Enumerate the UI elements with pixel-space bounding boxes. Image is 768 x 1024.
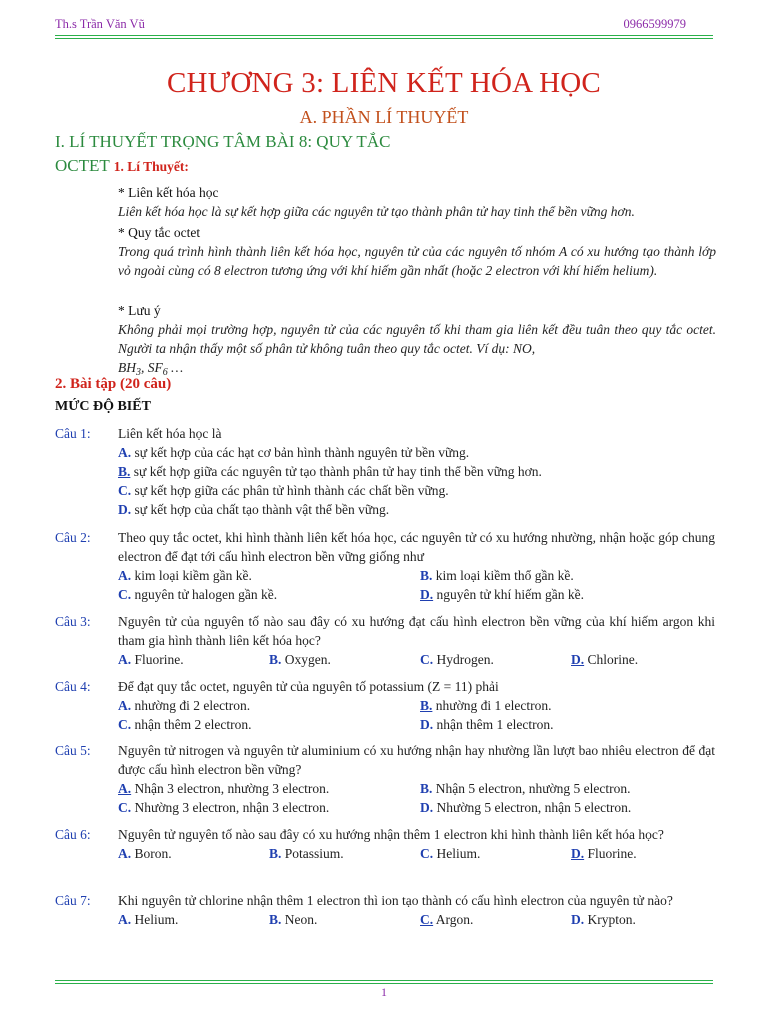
question-label: Câu 6:	[55, 827, 91, 842]
header-rule-2	[55, 38, 713, 39]
question-2	[55, 528, 715, 604]
header-rule	[55, 35, 713, 36]
footer-rule	[55, 980, 713, 981]
theory-heading: * Lưu ý	[118, 303, 161, 318]
section-heading: I. LÍ THUYẾT TRỌNG TÂM BÀI 8: QUY TẮC	[55, 132, 391, 151]
option-b: B. nhường đi 1 electron.	[420, 698, 552, 713]
option-a: A. Nhận 3 electron, nhường 3 electron.	[118, 781, 330, 796]
theory-block-octet	[118, 223, 716, 280]
header-phone: 0966599979	[623, 17, 686, 31]
question-text: Nguyên tử của nguyên tố nào sau đây có xu hướng đạt cấu hình electron bền vững của khí hiếm argon khi tham gia hình thành liên kết hóa học?	[118, 614, 715, 648]
option-a: A. sự kết hợp của các hạt cơ bản hình thành nguyên tử bền vững.	[118, 445, 470, 460]
question-label: Câu 2:	[55, 530, 91, 545]
theory-heading: * Quy tắc octet	[118, 225, 201, 240]
option-b: B. kim loại kiềm thổ gần kề.	[420, 568, 574, 583]
option-d: D. Chlorine.	[571, 652, 639, 667]
question-6	[55, 825, 715, 863]
question-label: Câu 3:	[55, 614, 91, 629]
question-label: Câu 1:	[55, 426, 91, 441]
option-b: B. Oxygen.	[269, 652, 331, 667]
option-c: C. nhận thêm 2 electron.	[118, 717, 252, 732]
question-5	[55, 741, 715, 817]
option-b: B. sự kết hợp giữa các nguyên tử tạo thành phân tử hay tinh thể bền vững hơn.	[118, 464, 542, 479]
option-c: C. Argon.	[420, 912, 474, 927]
option-d: D. nhận thêm 1 electron.	[420, 717, 554, 732]
option-d: D. Krypton.	[571, 912, 636, 927]
question-label: Câu 4:	[55, 679, 91, 694]
theory-body: Không phải mọi trường hợp, nguyên tử của các nguyên tố khi tham gia liên kết đều tuân theo quy tắc octet. Người ta nhận thấy một số phân tử không tuân theo quy tắc octet. Ví dụ: NO,	[118, 322, 716, 356]
option-d: D. nguyên tử khí hiếm gần kề.	[420, 587, 585, 602]
question-text: Liên kết hóa học là	[118, 426, 222, 441]
option-c: C. sự kết hợp giữa các phân tử hình thành các chất bền vững.	[118, 483, 449, 498]
theory-block-bond	[118, 183, 716, 221]
option-b: B. Neon.	[269, 912, 318, 927]
question-1	[55, 424, 715, 519]
question-label: Câu 5:	[55, 743, 91, 758]
option-c: C. Hydrogen.	[420, 652, 494, 667]
section-heading-octet: OCTET	[55, 156, 110, 175]
question-label: Câu 7:	[55, 893, 91, 908]
header-author: Th.s Trần Văn Vũ	[55, 17, 145, 31]
option-c: C. nguyên tử halogen gần kề.	[118, 587, 278, 602]
theory-body-tail: $BH_3$, $SF_6$ …	[118, 360, 184, 378]
theory-block-note	[118, 301, 716, 382]
option-a: A. Fluorine.	[118, 652, 184, 667]
option-b: B. Potassium.	[269, 846, 344, 861]
option-a: A. kim loại kiềm gần kề.	[118, 568, 252, 583]
question-text: Để đạt quy tắc octet, nguyên tử của nguyên tố potassium (Z = 11) phải	[118, 679, 499, 694]
option-d: D. Fluorine.	[571, 846, 637, 861]
option-c: C. Helium.	[420, 846, 481, 861]
part-subtitle: A. PHẦN LÍ THUYẾT	[299, 107, 469, 127]
question-3	[55, 612, 715, 669]
option-b: B. Nhận 5 electron, nhường 5 electron.	[420, 781, 631, 796]
section-heading-cont	[55, 156, 189, 176]
question-7	[55, 891, 715, 929]
question-4	[55, 677, 715, 734]
question-text: Theo quy tắc octet, khi hình thành liên kết hóa học, các nguyên tử có xu hướng nhường, nhận hoặc góp chung electron để đạt tới cấu hình electron bền vững giống như	[118, 530, 715, 564]
theory-heading: * Liên kết hóa học	[118, 185, 219, 200]
theory-body: Liên kết hóa học là sự kết hợp giữa các nguyên tử tạo thành phân tử hay tinh thể bền vững hơn.	[118, 204, 635, 219]
footer-rule-2	[55, 983, 713, 984]
level-heading: MỨC ĐỘ BIẾT	[55, 399, 151, 414]
theory-subheading: 1. Lí Thuyết:	[113, 159, 189, 174]
option-a: A. Helium.	[118, 912, 179, 927]
question-text: Nguyên tử nitrogen và nguyên tử aluminium có xu hướng nhận hay nhường lần lượt bao nhiêu electron để đạt được cấu hình electron bền vững?	[118, 743, 715, 777]
chapter-title: CHƯƠNG 3: LIÊN KẾT HÓA HỌC	[167, 67, 601, 99]
option-a: A. nhường đi 2 electron.	[118, 698, 251, 713]
option-c: C. Nhường 3 electron, nhận 3 electron.	[118, 800, 330, 815]
option-a: A. Boron.	[118, 846, 172, 861]
question-text: Khi nguyên tử chlorine nhận thêm 1 electron thì ion tạo thành có cấu hình electron của nguyên tử nào?	[118, 893, 673, 908]
option-d: D. sự kết hợp của chất tạo thành vật thể bền vững.	[118, 502, 390, 517]
question-text: Nguyên tử nguyên tố nào sau đây có xu hướng nhận thêm 1 electron khi hình thành liên kết hóa học?	[118, 827, 664, 842]
page-number: 1	[381, 985, 387, 999]
exercise-title: 2. Bài tập (20 câu)	[55, 376, 172, 392]
option-d: D. Nhường 5 electron, nhận 5 electron.	[420, 800, 632, 815]
theory-body: Trong quá trình hình thành liên kết hóa học, nguyên tử của các nguyên tố nhóm A có xu hướng tạo thành lớp vỏ ngoài cùng có 8 electron tương ứng với khí hiếm gần nhất (hoặc 2 electron với khí hiếm helium).	[118, 244, 716, 278]
